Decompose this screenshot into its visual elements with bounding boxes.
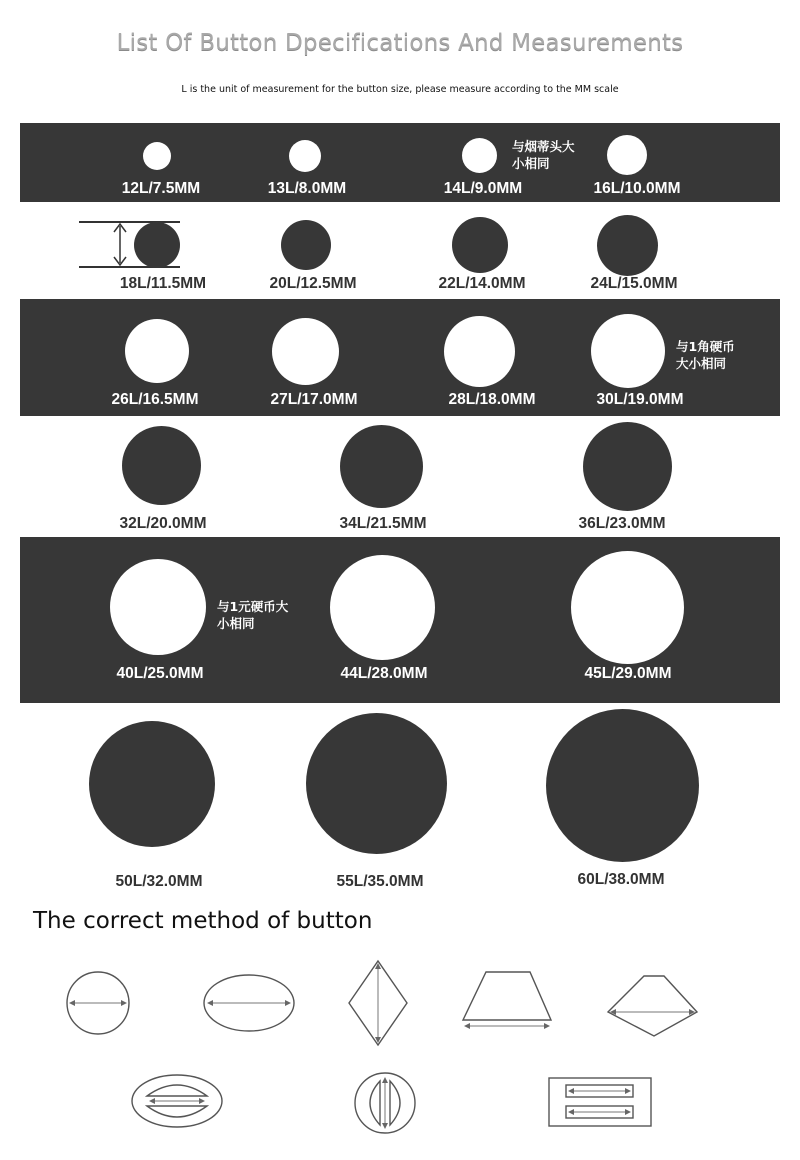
size-label: 28L/18.0MM: [448, 391, 536, 408]
button-circle: [110, 559, 206, 655]
size-label: 30L/19.0MM: [596, 391, 684, 408]
size-label: 45L/29.0MM: [584, 665, 672, 682]
size-note: [676, 338, 735, 372]
button-circle: [289, 140, 321, 172]
button-circle: [452, 217, 508, 273]
size-note-line: 与1角硬币: [676, 339, 735, 354]
size-label: 13L/8.0MM: [267, 180, 347, 197]
size-label: 27L/17.0MM: [270, 391, 358, 408]
size-label: 36L/23.0MM: [578, 515, 666, 532]
size-label: 22L/14.0MM: [438, 275, 526, 292]
button-circle: [571, 551, 684, 664]
size-label: 40L/25.0MM: [116, 665, 204, 682]
pentagon-icon: [608, 976, 697, 1036]
size-label: 60L/38.0MM: [577, 871, 665, 888]
size-note-line: 大小相同: [676, 356, 727, 371]
trapezoid-icon: [463, 972, 551, 1026]
page-title: List Of Button Dpecifications And Measurements: [116, 30, 684, 56]
size-label: 26L/16.5MM: [111, 391, 199, 408]
button-circle: [340, 425, 423, 508]
size-label: 12L/7.5MM: [121, 180, 201, 197]
size-note-line: 小相同: [217, 616, 255, 631]
rectangle-two-holes-icon: [549, 1078, 651, 1126]
button-circle: [89, 721, 215, 847]
button-circle: [583, 422, 672, 511]
button-circle: [134, 222, 180, 268]
size-label: 18L/11.5MM: [119, 275, 207, 292]
size-label: 55L/35.0MM: [336, 873, 424, 890]
diamond-icon: [349, 961, 407, 1045]
size-label: 14L/9.0MM: [443, 180, 523, 197]
button-circle: [330, 555, 435, 660]
button-circle: [306, 713, 447, 854]
size-note: [512, 138, 575, 172]
size-label: 34L/21.5MM: [339, 515, 427, 532]
method-title: The correct method of button: [33, 908, 373, 934]
button-circle: [143, 142, 171, 170]
size-label: 20L/12.5MM: [269, 275, 357, 292]
measure-method-shapes: [0, 940, 800, 1150]
button-circle: [591, 314, 665, 388]
size-label: 50L/32.0MM: [115, 873, 203, 890]
button-circle: [444, 316, 515, 387]
button-circle: [122, 426, 201, 505]
round-two-holes-icon: [355, 1073, 415, 1133]
page-subtitle: L is the unit of measurement for the button size, please measure according to the MM scale: [181, 84, 619, 95]
oval-two-holes-icon: [132, 1075, 222, 1127]
button-circle: [462, 138, 497, 173]
circle-icon: [67, 972, 129, 1034]
size-label: 24L/15.0MM: [590, 275, 678, 292]
button-circle: [607, 135, 647, 175]
button-circle: [546, 709, 699, 862]
size-note-line: 与1元硬币大: [217, 599, 289, 614]
size-label: 44L/28.0MM: [340, 665, 428, 682]
size-label: 16L/10.0MM: [593, 180, 681, 197]
size-note: [217, 598, 288, 632]
size-note-line: 与烟蒂头大: [512, 139, 575, 154]
size-note-line: 小相同: [512, 156, 550, 171]
button-circle: [281, 220, 331, 270]
button-circle: [272, 318, 339, 385]
oval-icon: [204, 975, 294, 1031]
button-circle: [597, 215, 658, 276]
button-circle: [125, 319, 189, 383]
size-label: 32L/20.0MM: [119, 515, 207, 532]
